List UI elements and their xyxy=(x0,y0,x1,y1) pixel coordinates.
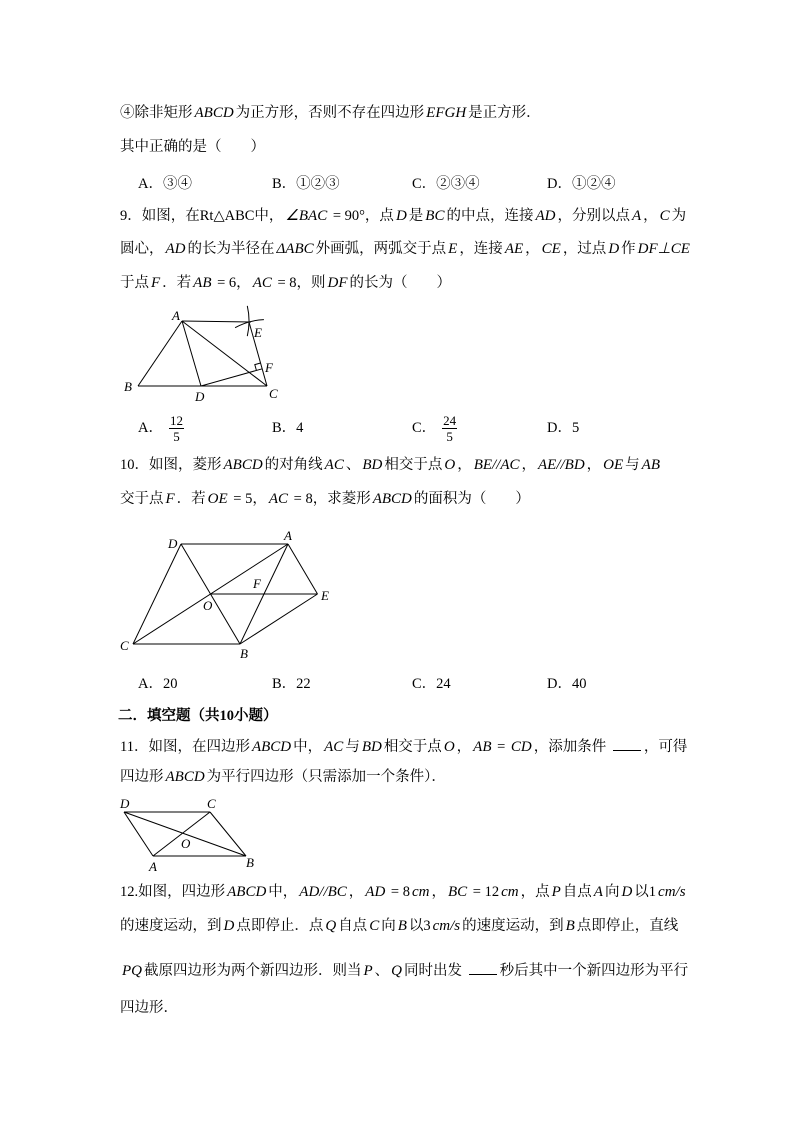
text-run: ， xyxy=(643,208,658,224)
math-expression: AE xyxy=(504,241,524,257)
q9-option-b xyxy=(272,412,303,444)
q9-option-d xyxy=(547,412,579,444)
q12-line-1 xyxy=(120,882,688,902)
text-run: 自点 xyxy=(562,884,592,900)
math-expression: ∠BAC xyxy=(285,208,328,224)
math-expression: D xyxy=(223,918,235,934)
text-run: ， xyxy=(431,884,446,900)
text-run: 9．如图，在Rt△ABC中， xyxy=(120,208,284,224)
text-run: = 8，求菱形 xyxy=(290,491,371,507)
option-label: D． xyxy=(547,420,572,436)
q12-line-3 xyxy=(120,961,688,981)
label-e: E xyxy=(321,588,329,603)
option-label: B． xyxy=(272,676,297,692)
math-expression: D xyxy=(608,241,620,257)
text-run: = 90°，点 xyxy=(329,208,394,224)
label-b: B xyxy=(246,855,254,870)
math-expression: EFGH xyxy=(426,105,467,121)
segment-ab xyxy=(138,321,182,386)
math-expression: CE xyxy=(541,241,561,257)
text-run: 截原四边形为两个新四边形．则当 xyxy=(144,963,362,979)
q10-figure xyxy=(118,528,333,663)
option-label: A． xyxy=(138,420,163,436)
math-expression: AC xyxy=(268,491,289,507)
text-run: 10．如图，菱形 xyxy=(120,457,222,473)
text-run: ， xyxy=(348,884,364,900)
math-expression: A xyxy=(593,884,603,900)
text-run: 圆心， xyxy=(120,241,164,257)
arc-from-a xyxy=(247,306,249,336)
text-run: ，添加条件 xyxy=(533,739,610,755)
label-c: C xyxy=(269,386,278,401)
section-heading: 二．填空题（共10小题） xyxy=(118,708,278,724)
label-d: D xyxy=(168,536,178,551)
math-expression: AC xyxy=(252,275,272,291)
text-run: 以1 xyxy=(634,884,657,900)
math-expression: CD xyxy=(510,739,532,755)
label-d: D xyxy=(120,796,130,811)
math-expression: B xyxy=(565,918,575,934)
text-run: 四边形． xyxy=(120,1000,178,1016)
math-expression: AD//BC xyxy=(299,884,347,900)
math-expression: B xyxy=(397,918,407,934)
math-expression: D xyxy=(621,884,633,900)
text-run: = 6， xyxy=(213,275,251,291)
text-run: 11．如图，在四边形 xyxy=(120,739,250,755)
label-b: B xyxy=(240,646,248,661)
text-run: 中， xyxy=(293,739,323,755)
math-expression: ABCD xyxy=(372,491,412,507)
q9-figure xyxy=(118,300,290,408)
q8-option-c xyxy=(412,174,480,194)
q11-line-1 xyxy=(120,737,687,757)
q9-option-c xyxy=(412,412,457,444)
label-a: A xyxy=(172,308,180,323)
math-expression: P xyxy=(551,884,561,900)
fraction-numerator: 12 xyxy=(169,413,183,429)
text-run: 其中正确的是（ ） xyxy=(120,139,265,155)
math-expression: AE//BD xyxy=(538,457,585,473)
math-expression: F xyxy=(151,275,161,291)
text-run: = 5， xyxy=(229,491,267,507)
label-e: E xyxy=(254,325,262,340)
segment-ae xyxy=(288,544,318,594)
math-expression: DF xyxy=(327,275,348,291)
math-expression: AB xyxy=(473,739,492,755)
text-run: 与 xyxy=(625,457,640,473)
text-run: ．若 xyxy=(162,275,192,291)
label-d: D xyxy=(195,389,205,404)
math-expression: P xyxy=(363,963,373,979)
fraction-denominator: 5 xyxy=(446,429,453,445)
math-expression: cm xyxy=(501,884,519,900)
label-f: F xyxy=(265,360,273,375)
math-expression: C xyxy=(369,918,380,934)
math-expression: F xyxy=(165,491,175,507)
math-expression: AC xyxy=(324,457,344,473)
q8-option-a xyxy=(138,174,192,194)
option-text: 4 xyxy=(296,420,304,436)
text-run: 作 xyxy=(621,241,636,257)
text-run: 与 xyxy=(345,739,360,755)
math-expression: E xyxy=(448,241,458,257)
text-run: 相交于点 xyxy=(383,739,442,755)
text-run: ， xyxy=(586,457,602,473)
label-c: C xyxy=(120,638,129,653)
math-expression: Q xyxy=(325,918,337,934)
option-text: ①②④ xyxy=(571,176,616,192)
text-run: 为正方形，否则不存在四边形 xyxy=(235,105,425,121)
q10-option-b xyxy=(272,674,311,694)
segment-ae xyxy=(182,321,251,322)
option-label: D． xyxy=(547,676,572,692)
q10-line-2 xyxy=(120,489,530,509)
label-a: A xyxy=(149,859,157,874)
text-run: ，连接 xyxy=(459,241,503,257)
math-expression: BD xyxy=(361,739,382,755)
math-expression: BC xyxy=(425,208,445,224)
text-run: 中， xyxy=(268,884,298,900)
label-f: F xyxy=(253,576,261,591)
q10-option-d xyxy=(547,674,586,694)
q11-figure xyxy=(118,796,258,874)
option-label: C． xyxy=(412,676,437,692)
q12-line-2 xyxy=(120,916,678,936)
option-text: 24 xyxy=(436,676,451,692)
text-run: 为平行四边形（只需添加一个条件）． xyxy=(206,769,446,785)
option-text: 20 xyxy=(162,676,178,692)
q10-line-1 xyxy=(120,455,662,475)
text-run: 的对角线 xyxy=(264,457,323,473)
text-run: 点即停止．点 xyxy=(236,918,324,934)
option-text: ①②③ xyxy=(296,176,340,192)
math-expression: AC xyxy=(324,739,344,755)
text-run: 的面积为（ ） xyxy=(413,491,530,507)
text-run: 是正方形． xyxy=(468,105,541,121)
text-run: = 8，则 xyxy=(273,275,326,291)
math-expression: ABCD xyxy=(251,739,292,755)
math-expression: AD xyxy=(165,241,186,257)
text-run: ④除非矩形 xyxy=(120,105,193,121)
fraction-numerator: 24 xyxy=(443,413,457,429)
option-text: 5 xyxy=(571,420,580,436)
text-run: ， xyxy=(456,739,472,755)
option-label: D． xyxy=(547,176,572,192)
math-expression: Q xyxy=(391,963,403,979)
math-expression: PQ xyxy=(122,963,142,979)
q8-option-d xyxy=(547,174,615,194)
text-run: 的速度运动，到 xyxy=(120,918,222,934)
text-run: 、 xyxy=(345,457,361,473)
q9-line-3 xyxy=(120,273,451,293)
text-run: ，可得 xyxy=(643,739,688,755)
option-text: 40 xyxy=(571,676,587,692)
text-run: = xyxy=(493,739,509,755)
math-expression: BD xyxy=(362,457,383,473)
math-expression: C xyxy=(659,208,670,224)
q10-option-c xyxy=(412,674,451,694)
math-expression: AD xyxy=(365,884,386,900)
text-run: 为 xyxy=(671,208,687,224)
option-text: ②③④ xyxy=(436,176,480,192)
text-run: 秒后其中一个新四边形为平行 xyxy=(499,963,689,979)
q8-prompt xyxy=(120,137,265,157)
text-run: ．若 xyxy=(176,491,206,507)
q9-option-a xyxy=(138,412,184,444)
text-run: 自点 xyxy=(338,918,368,934)
text-run: 、 xyxy=(374,963,390,979)
math-expression: A xyxy=(631,208,642,224)
math-expression: OE xyxy=(207,491,228,507)
answer-blank xyxy=(613,738,641,751)
text-run: ，过点 xyxy=(562,241,607,257)
text-run: ， xyxy=(521,457,537,473)
math-expression: cm/s xyxy=(658,884,686,900)
label-c: C xyxy=(207,796,216,811)
label-a: A xyxy=(284,528,292,543)
option-label: B． xyxy=(272,420,297,436)
text-run: ，分别以点 xyxy=(557,208,630,224)
text-run: ， xyxy=(457,457,472,473)
option-label: A． xyxy=(138,176,163,192)
text-run: 向 xyxy=(381,918,396,934)
math-expression: cm/s xyxy=(432,918,461,934)
math-expression: AB xyxy=(641,457,660,473)
option-label: B． xyxy=(272,176,297,192)
segment-df xyxy=(201,369,262,386)
text-run: 是 xyxy=(408,208,424,224)
text-run: 四边形 xyxy=(120,769,164,785)
math-expression: O xyxy=(443,739,455,755)
text-run: = 8 xyxy=(387,884,410,900)
text-run: ，点 xyxy=(520,884,550,900)
math-expression: O xyxy=(444,457,456,473)
math-expression: ΔABC xyxy=(276,241,314,257)
fraction-denominator: 5 xyxy=(173,429,180,445)
text-run: 于点 xyxy=(120,275,149,291)
text-run: 点即停止，直线 xyxy=(576,918,679,934)
text-run: 的速度运动，到 xyxy=(462,918,564,934)
math-expression: OE xyxy=(603,457,624,473)
option-label: C． xyxy=(412,176,437,192)
math-expression: DF⊥CE xyxy=(637,241,690,257)
label-b: B xyxy=(124,379,132,394)
text-run: ， xyxy=(525,241,540,257)
text-run: 同时出发 xyxy=(404,963,466,979)
text-run: 的长为半径在 xyxy=(187,241,275,257)
text-run: 相交于点 xyxy=(384,457,443,473)
math-expression: AB xyxy=(193,275,212,291)
option-text: ③④ xyxy=(162,176,192,192)
q9-line-2 xyxy=(120,239,692,259)
q10-option-a xyxy=(138,674,177,694)
q9-line-1 xyxy=(120,206,686,226)
math-expression: ABCD xyxy=(165,769,205,785)
label-o: O xyxy=(203,598,213,613)
q8-statement-4 xyxy=(120,103,541,123)
text-run: 外画弧，两弧交于点 xyxy=(315,241,447,257)
option-label: A． xyxy=(138,676,163,692)
text-run: 以3 xyxy=(408,918,431,934)
option-text: 22 xyxy=(296,676,311,692)
fraction xyxy=(442,413,457,444)
fraction xyxy=(169,413,184,444)
q11-line-2 xyxy=(120,767,446,787)
text-run: 的中点，连接 xyxy=(446,208,534,224)
math-expression: D xyxy=(395,208,407,224)
text-run: 的长为（ ） xyxy=(349,275,452,291)
text-run: 交于点 xyxy=(120,491,164,507)
segment-da xyxy=(124,812,153,856)
math-expression: ABCD xyxy=(223,457,263,473)
q8-option-b xyxy=(272,174,340,194)
text-run: 向 xyxy=(604,884,620,900)
math-expression: cm xyxy=(411,884,430,900)
math-expression: BE//AC xyxy=(473,457,520,473)
math-expression: ABCD xyxy=(194,105,234,121)
math-expression: ABCD xyxy=(227,884,267,900)
q12-line-4 xyxy=(120,998,178,1018)
option-label: C． xyxy=(412,420,437,436)
text-run: 12.如图，四边形 xyxy=(120,884,226,900)
label-o: O xyxy=(181,836,191,851)
segment-ad xyxy=(182,321,201,386)
math-expression: AD xyxy=(535,208,556,224)
answer-blank xyxy=(469,962,497,975)
math-expression: BC xyxy=(447,884,468,900)
text-run: = 12 xyxy=(469,884,500,900)
